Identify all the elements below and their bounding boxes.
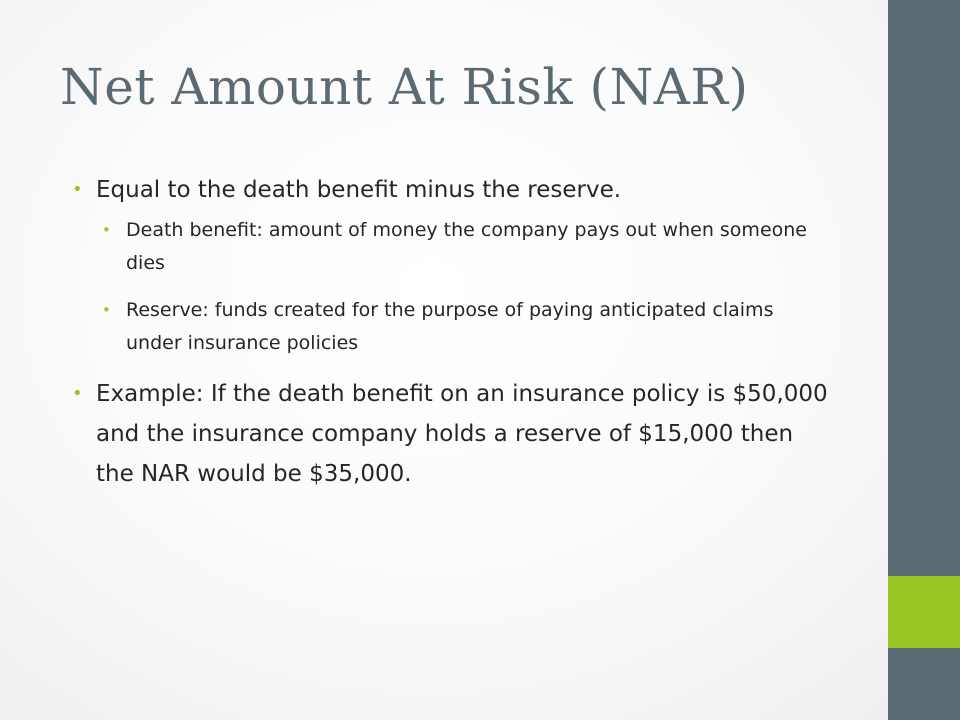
bullet-dot-icon: •: [102, 221, 111, 239]
slide-title: Net Amount At Risk (NAR): [60, 58, 749, 116]
bullet-dot-icon: •: [72, 179, 83, 200]
bullet-dot-icon: •: [102, 301, 111, 319]
bullet-text: Example: If the death benefit on an insurance policy is $50,000 and the insurance company holds a reserve of $15,000 then the NAR would be $35,000.: [96, 381, 828, 487]
bullet-item: [72, 374, 832, 494]
slide-body: [72, 170, 832, 494]
sub-bullet-text: Death benefit: amount of money the company pays out when someone dies: [126, 219, 807, 274]
bullet-dot-icon: •: [72, 383, 83, 404]
sidebar-accent-square: [888, 576, 960, 648]
sub-bullet-text: Reserve: funds created for the purpose of paying anticipated claims under insurance policies: [126, 299, 774, 354]
sub-bullet-item: [72, 294, 832, 360]
bullet-item: [72, 170, 832, 210]
sub-bullet-item: [72, 214, 832, 280]
bullet-text: Equal to the death benefit minus the reserve.: [96, 177, 622, 203]
